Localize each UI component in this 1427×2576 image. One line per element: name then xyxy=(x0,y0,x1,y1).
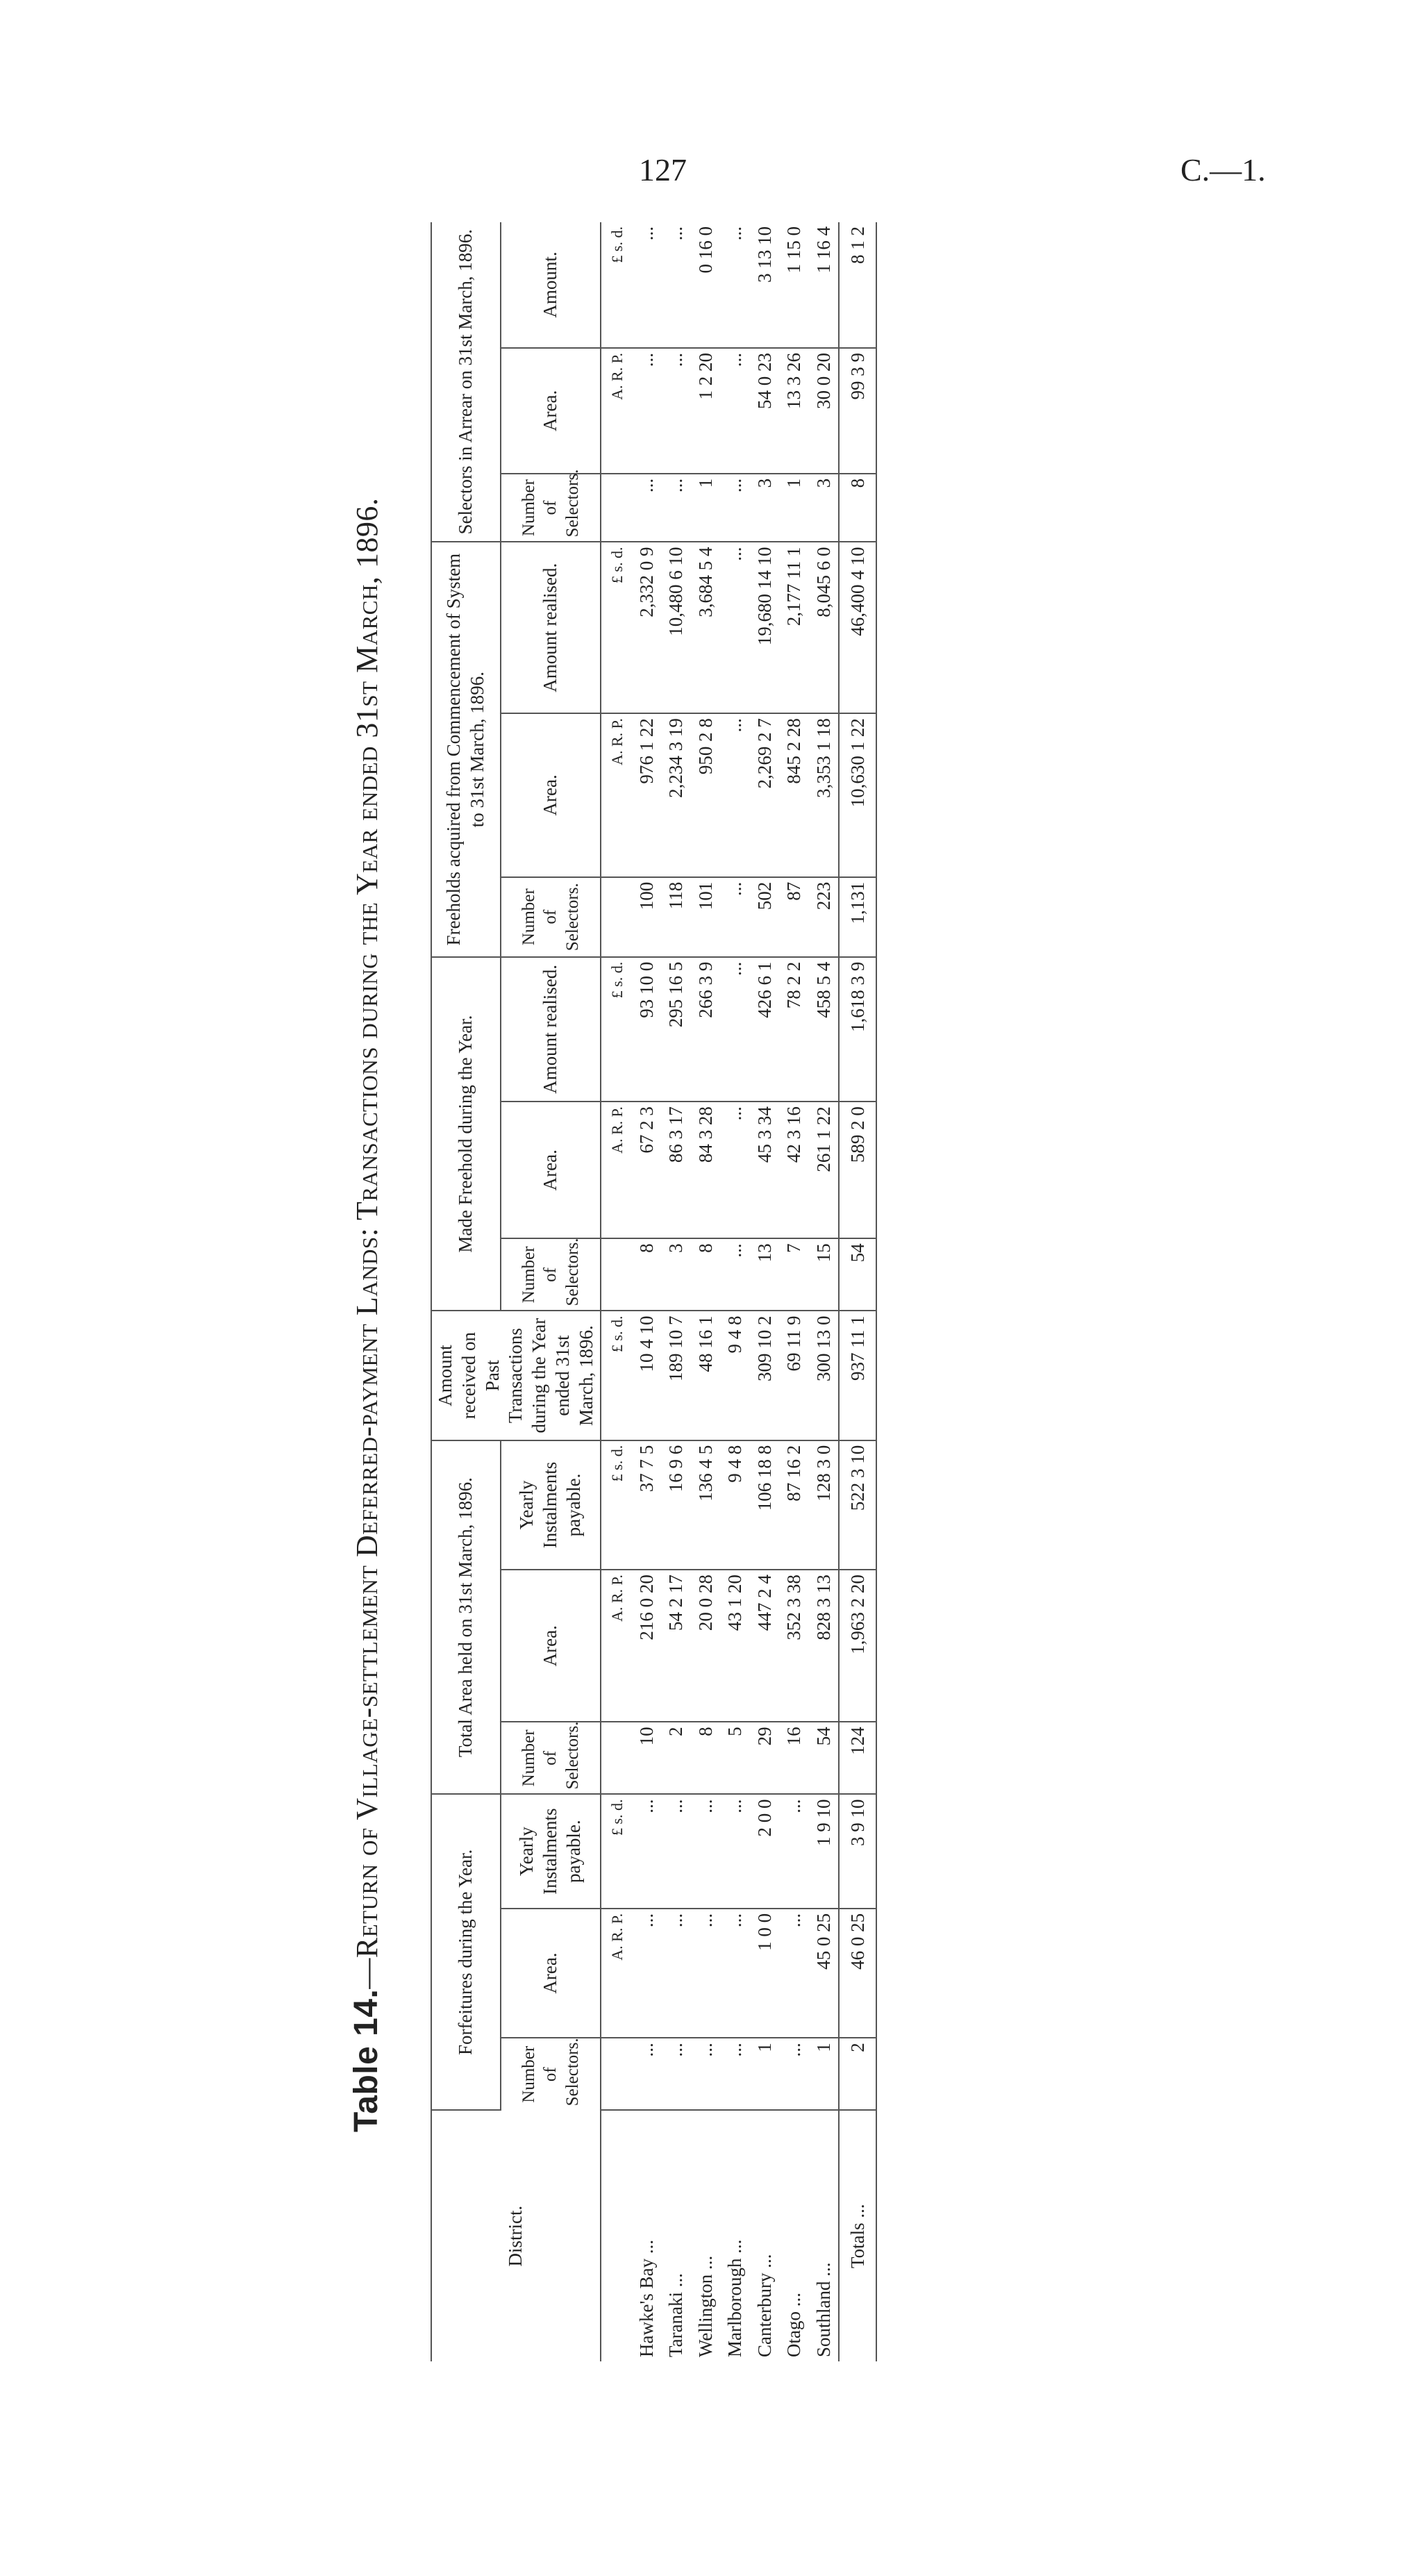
totals-h-amount: 46,400 4 10 xyxy=(839,542,876,713)
forfeit-number: 1 xyxy=(750,2038,779,2110)
total-number: 16 xyxy=(779,1722,808,1794)
totals-t-area: 1,963 2 20 xyxy=(839,1570,876,1722)
freehold-total-number: 223 xyxy=(809,877,839,957)
forfeit-number: ... xyxy=(691,2038,720,2110)
totals-h-number: 1,131 xyxy=(839,877,876,957)
freehold-total-amount: 2,177 11 1 xyxy=(779,542,808,713)
total-area: 447 2 4 xyxy=(750,1570,779,1722)
header-selectors-arrear: Selectors in Arrear on 31st March, 1896. xyxy=(431,222,501,542)
totals-received: 937 11 1 xyxy=(839,1311,876,1440)
arrear-amount: ... xyxy=(720,222,749,348)
forfeit-yearly: ... xyxy=(632,1794,661,1908)
arrear-area: 54 0 23 xyxy=(750,348,779,474)
arrear-amount: ... xyxy=(632,222,661,348)
table-title xyxy=(347,222,385,2132)
district-rows xyxy=(632,222,839,2361)
totals-f-area: 46 0 25 xyxy=(839,1909,876,2038)
forfeit-yearly: 2 0 0 xyxy=(750,1794,779,1908)
forfeit-yearly: ... xyxy=(691,1794,720,1908)
table-number: Table 14. xyxy=(348,1988,385,2132)
table-title-text: —Return of Village-settlement Deferred-payment Lands: Transactions during the Year ended 31st March, 1896. xyxy=(350,497,384,1989)
freehold-total-area: 845 2 28 xyxy=(779,713,808,877)
totals-a-amount: 8 1 2 xyxy=(839,222,876,348)
totals-m-area: 589 2 0 xyxy=(839,1102,876,1238)
unit-money: £ s. d. xyxy=(601,1794,632,1908)
freehold-year-amount: 426 6 1 xyxy=(750,957,779,1102)
arrear-amount: 1 15 0 xyxy=(779,222,808,348)
total-yearly: 106 18 8 xyxy=(750,1440,779,1570)
freehold-total-number: ... xyxy=(720,877,749,957)
table-row xyxy=(720,222,749,2361)
unit-money: £ s. d. xyxy=(601,222,632,348)
district-name: Southland ... xyxy=(812,2262,834,2357)
forfeit-number: ... xyxy=(779,2038,808,2110)
header-a-amount: Amount. xyxy=(501,222,601,348)
freehold-year-area: 42 3 16 xyxy=(779,1102,808,1238)
totals-f-number: 2 xyxy=(839,2038,876,2110)
freehold-total-amount: 8,045 6 0 xyxy=(809,542,839,713)
forfeit-yearly: ... xyxy=(779,1794,808,1908)
total-yearly: 16 9 6 xyxy=(661,1440,690,1570)
freehold-year-amount: ... xyxy=(720,957,749,1102)
header-sub-row xyxy=(501,222,601,2361)
total-number: 10 xyxy=(632,1722,661,1794)
total-yearly: 128 3 0 xyxy=(809,1440,839,1570)
table-row xyxy=(661,222,690,2361)
header-t-yearly: Yearly Instalments payable. xyxy=(501,1440,601,1570)
unit-area: A. R. P. xyxy=(601,1909,632,2038)
total-number: 8 xyxy=(691,1722,720,1794)
total-yearly: 87 16 2 xyxy=(779,1440,808,1570)
freehold-total-number: 502 xyxy=(750,877,779,957)
header-h-area: Area. xyxy=(501,713,601,877)
totals-m-amount: 1,618 3 9 xyxy=(839,957,876,1102)
amount-received: 9 4 8 xyxy=(720,1311,749,1440)
freehold-year-amount: 295 16 5 xyxy=(661,957,690,1102)
header-m-number: Number of Selectors. xyxy=(501,1238,601,1311)
header-district: District. xyxy=(431,2110,601,2361)
amount-received: 48 16 1 xyxy=(691,1311,720,1440)
freehold-year-area: 84 3 28 xyxy=(691,1102,720,1238)
freehold-total-area: 3,353 1 18 xyxy=(809,713,839,877)
forfeit-area: ... xyxy=(691,1909,720,2038)
arrear-area: 30 0 20 xyxy=(809,348,839,474)
forfeit-yearly: ... xyxy=(661,1794,690,1908)
freehold-total-amount: ... xyxy=(720,542,749,713)
amount-received: 10 4 10 xyxy=(632,1311,661,1440)
forfeit-number: ... xyxy=(720,2038,749,2110)
header-h-amount: Amount realised. xyxy=(501,542,601,713)
forfeit-area: 45 0 25 xyxy=(809,1909,839,2038)
freehold-total-amount: 10,480 6 10 xyxy=(661,542,690,713)
freehold-year-number: 8 xyxy=(632,1238,661,1311)
arrear-area: 13 3 26 xyxy=(779,348,808,474)
header-total-area: Total Area held on 31st March, 1896. xyxy=(431,1440,501,1795)
arrear-number: 3 xyxy=(809,474,839,542)
unit-area: A. R. P. xyxy=(601,348,632,474)
total-area: 43 1 20 xyxy=(720,1570,749,1722)
freehold-total-amount: 2,332 0 9 xyxy=(632,542,661,713)
freehold-year-number: 8 xyxy=(691,1238,720,1311)
header-a-area: Area. xyxy=(501,348,601,474)
table-row xyxy=(632,222,661,2361)
freehold-total-area: 2,269 2 7 xyxy=(750,713,779,877)
forfeit-area: ... xyxy=(779,1909,808,2038)
total-number: 54 xyxy=(809,1722,839,1794)
totals-m-number: 54 xyxy=(839,1238,876,1311)
district-name: Wellington ... xyxy=(694,2255,716,2357)
total-number: 2 xyxy=(661,1722,690,1794)
header-m-amount: Amount realised. xyxy=(501,957,601,1102)
forfeit-number: ... xyxy=(632,2038,661,2110)
total-area: 352 3 38 xyxy=(779,1570,808,1722)
totals-t-yearly: 522 3 10 xyxy=(839,1440,876,1570)
forfeit-area: ... xyxy=(632,1909,661,2038)
freehold-year-amount: 93 10 0 xyxy=(632,957,661,1102)
header-f-area: Area. xyxy=(501,1909,601,2038)
arrear-area: ... xyxy=(661,348,690,474)
freehold-year-number: 13 xyxy=(750,1238,779,1311)
return-table xyxy=(431,222,877,2361)
header-m-area: Area. xyxy=(501,1102,601,1238)
arrear-number: 3 xyxy=(750,474,779,542)
district-name: Taranaki ... xyxy=(665,2272,687,2357)
totals-t-number: 124 xyxy=(839,1722,876,1794)
forfeit-yearly: ... xyxy=(720,1794,749,1908)
header-freeholds-acquired: Freeholds acquired from Commencement of System to 31st March, 1896. xyxy=(431,542,501,956)
unit-money: £ s. d. xyxy=(601,542,632,713)
total-yearly: 37 7 5 xyxy=(632,1440,661,1570)
freehold-year-number: ... xyxy=(720,1238,749,1311)
freehold-total-number: 87 xyxy=(779,877,808,957)
units-blank xyxy=(601,1238,632,1311)
totals-h-area: 10,630 1 22 xyxy=(839,713,876,877)
table-row xyxy=(691,222,720,2361)
total-area: 54 2 17 xyxy=(661,1570,690,1722)
arrear-number: ... xyxy=(632,474,661,542)
freehold-total-area: 2,234 3 19 xyxy=(661,713,690,877)
units-blank xyxy=(601,2110,632,2361)
district-name: Otago ... xyxy=(783,2293,805,2357)
totals-label: Totals ... xyxy=(839,2110,876,2361)
freehold-total-number: 118 xyxy=(661,877,690,957)
freehold-total-amount: 3,684 5 4 xyxy=(691,542,720,713)
freehold-year-number: 3 xyxy=(661,1238,690,1311)
arrear-amount: 1 16 4 xyxy=(809,222,839,348)
units-row xyxy=(601,222,632,2361)
forfeit-area: ... xyxy=(720,1909,749,2038)
freehold-total-area: ... xyxy=(720,713,749,877)
arrear-area: ... xyxy=(632,348,661,474)
arrear-amount: ... xyxy=(661,222,690,348)
unit-money: £ s. d. xyxy=(601,1311,632,1440)
page-code: C.—1. xyxy=(1180,152,1266,188)
table-row xyxy=(779,222,808,2361)
forfeit-number: 1 xyxy=(809,2038,839,2110)
freehold-year-amount: 266 3 9 xyxy=(691,957,720,1102)
header-t-area: Area. xyxy=(501,1570,601,1722)
freehold-total-number: 100 xyxy=(632,877,661,957)
header-group-row xyxy=(431,222,501,2361)
rotated-table-block xyxy=(347,222,1319,2361)
units-blank xyxy=(601,2038,632,2110)
forfeit-area: ... xyxy=(661,1909,690,2038)
unit-area: A. R. P. xyxy=(601,1570,632,1722)
freehold-total-amount: 19,680 14 10 xyxy=(750,542,779,713)
district-name: Marlborough ... xyxy=(724,2239,746,2357)
header-forfeitures: Forfeitures during the Year. xyxy=(431,1794,501,2110)
totals-f-yearly: 3 9 10 xyxy=(839,1794,876,1908)
amount-received: 300 13 0 xyxy=(809,1311,839,1440)
unit-area: A. R. P. xyxy=(601,713,632,877)
arrear-number: 1 xyxy=(691,474,720,542)
total-number: 5 xyxy=(720,1722,749,1794)
arrear-amount: 3 13 10 xyxy=(750,222,779,348)
amount-received: 309 10 2 xyxy=(750,1311,779,1440)
header-f-number: Number of Selectors. xyxy=(501,2038,601,2110)
unit-money: £ s. d. xyxy=(601,1440,632,1570)
total-area: 216 0 20 xyxy=(632,1570,661,1722)
freehold-total-area: 950 2 8 xyxy=(691,713,720,877)
totals-row xyxy=(839,222,876,2361)
freehold-year-number: 15 xyxy=(809,1238,839,1311)
units-blank xyxy=(601,877,632,957)
total-yearly: 9 4 8 xyxy=(720,1440,749,1570)
unit-money: £ s. d. xyxy=(601,957,632,1102)
freehold-year-area: ... xyxy=(720,1102,749,1238)
freehold-year-number: 7 xyxy=(779,1238,808,1311)
header-t-number: Number of Selectors. xyxy=(501,1722,601,1794)
arrear-area: ... xyxy=(720,348,749,474)
table-row xyxy=(750,222,779,2361)
amount-received: 69 11 9 xyxy=(779,1311,808,1440)
totals-a-area: 99 3 9 xyxy=(839,348,876,474)
arrear-amount: 0 16 0 xyxy=(691,222,720,348)
totals-a-number: 8 xyxy=(839,474,876,542)
header-h-number: Number of Selectors. xyxy=(501,877,601,957)
table-row xyxy=(809,222,839,2361)
amount-received: 189 10 7 xyxy=(661,1311,690,1440)
unit-area: A. R. P. xyxy=(601,1102,632,1238)
forfeit-area: 1 0 0 xyxy=(750,1909,779,2038)
total-area: 828 3 13 xyxy=(809,1570,839,1722)
arrear-area: 1 2 20 xyxy=(691,348,720,474)
units-blank xyxy=(601,474,632,542)
total-yearly: 136 4 5 xyxy=(691,1440,720,1570)
freehold-year-area: 86 3 17 xyxy=(661,1102,690,1238)
header-f-yearly: Yearly Instalments payable. xyxy=(501,1794,601,1908)
freehold-year-area: 45 3 34 xyxy=(750,1102,779,1238)
freehold-year-amount: 78 2 2 xyxy=(779,957,808,1102)
header-amount-received: Amount received on Past Transactions during the Year ended 31st March, 1896. xyxy=(431,1311,601,1440)
arrear-number: ... xyxy=(661,474,690,542)
forfeit-number: ... xyxy=(661,2038,690,2110)
total-number: 29 xyxy=(750,1722,779,1794)
freehold-total-area: 976 1 22 xyxy=(632,713,661,877)
arrear-number: 1 xyxy=(779,474,808,542)
district-name: Canterbury ... xyxy=(753,2254,775,2357)
freehold-year-area: 67 2 3 xyxy=(632,1102,661,1238)
freehold-year-amount: 458 5 4 xyxy=(809,957,839,1102)
units-blank xyxy=(601,1722,632,1794)
freehold-total-number: 101 xyxy=(691,877,720,957)
page-number: 127 xyxy=(639,152,687,188)
header-a-number: Number of Selectors. xyxy=(501,474,601,542)
district-name: Hawke's Bay ... xyxy=(635,2239,657,2357)
forfeit-yearly: 1 9 10 xyxy=(809,1794,839,1908)
arrear-number: ... xyxy=(720,474,749,542)
header-made-freehold: Made Freehold during the Year. xyxy=(431,957,501,1311)
total-area: 20 0 28 xyxy=(691,1570,720,1722)
freehold-year-area: 261 1 22 xyxy=(809,1102,839,1238)
